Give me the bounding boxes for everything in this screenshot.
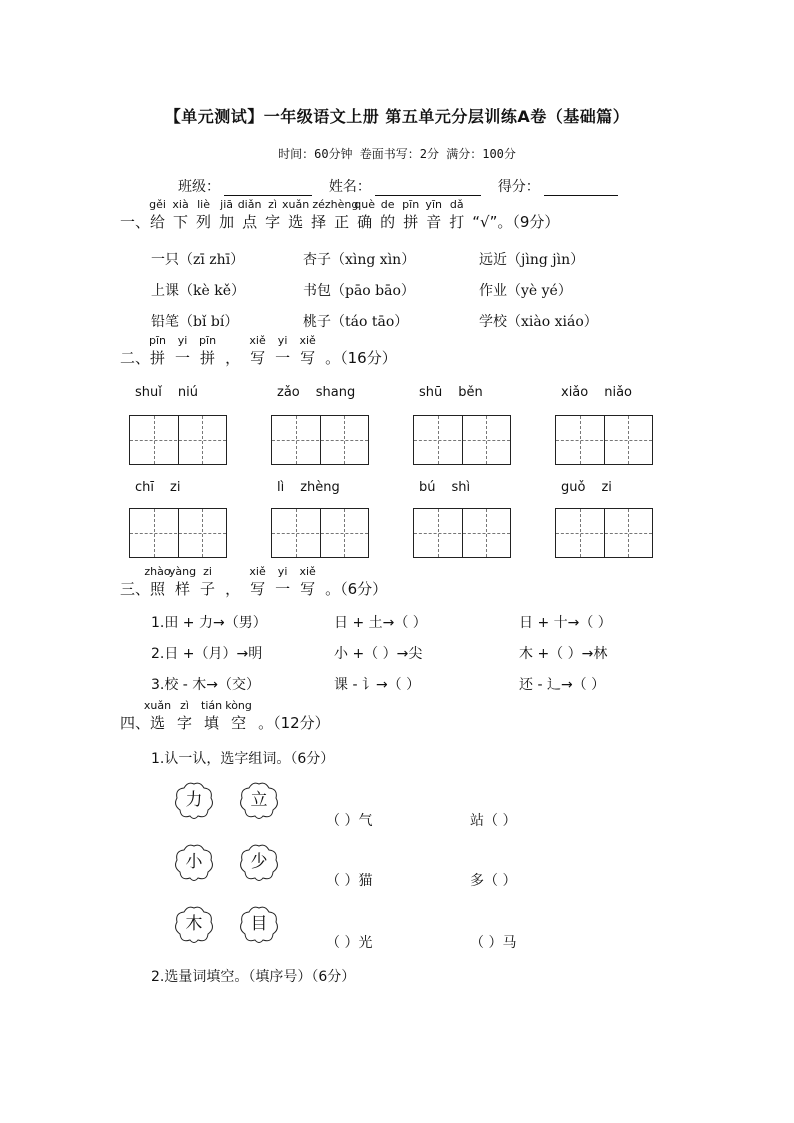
- ruby-char: [225, 578, 240, 599]
- ruby-char: [196, 198, 212, 232]
- pinyin-annotation: tián: [201, 699, 223, 712]
- pinyin-annotation: xiě: [249, 565, 266, 578]
- hanzi: 填: [204, 714, 220, 732]
- ruby-char: [299, 334, 316, 368]
- hanzi: 加: [219, 213, 235, 231]
- pinyin-annotation: xiě: [299, 565, 316, 578]
- section-3-heading: [120, 565, 388, 599]
- pinyin-syllable: niú: [177, 385, 198, 400]
- tianzige-grid[interactable]: [413, 508, 511, 558]
- class-field[interactable]: [224, 181, 312, 196]
- pinyin-annotation: zhèng: [324, 198, 359, 211]
- char-formula[interactable]: 日 + 十→（ ）: [519, 615, 612, 631]
- pinyin-syllable: zi: [601, 480, 612, 495]
- grid-line: [272, 533, 368, 534]
- choice-item[interactable]: 上课（kè kě）: [151, 283, 245, 299]
- hanzi: 选: [288, 213, 304, 231]
- pinyin-prompt: [419, 480, 509, 495]
- ruby-char: [219, 198, 235, 232]
- ruby-char: [175, 334, 191, 368]
- choice-item[interactable]: 作业（yè yé）: [479, 283, 572, 299]
- hanzi: 择: [311, 213, 327, 231]
- word-blank[interactable]: （ ）光: [326, 935, 373, 951]
- tianzige-grid[interactable]: [271, 508, 369, 558]
- section-tail: “√”。（9分）: [472, 213, 560, 231]
- ruby-char: [249, 334, 266, 368]
- pinyin-prompt: [561, 480, 651, 495]
- char-formula[interactable]: 小 +（ ）→尖: [334, 646, 423, 662]
- word-blank[interactable]: 站（ ）: [470, 813, 517, 829]
- ruby-char: [380, 198, 396, 232]
- hanzi: 字: [177, 714, 193, 732]
- pinyin-annotation: pīn: [199, 334, 217, 347]
- hanzi: 写: [300, 349, 316, 367]
- hanzi: 样: [175, 580, 191, 598]
- hanzi: 一: [275, 349, 291, 367]
- section-tail: 。（12分）: [258, 714, 330, 732]
- section-2-heading: [120, 334, 397, 368]
- choice-item[interactable]: 桃子（táo tāo）: [303, 314, 409, 330]
- pinyin-annotation: xiě: [249, 334, 266, 347]
- pinyin-annotation: diǎn: [237, 198, 262, 211]
- pinyin-annotation: gěi: [149, 198, 166, 211]
- ruby-char: [449, 198, 465, 232]
- section-number: 三、: [120, 580, 151, 598]
- char-formula[interactable]: 木 +（ ）→林: [519, 646, 608, 662]
- score-field[interactable]: [544, 181, 618, 196]
- section-4-heading: [120, 699, 330, 733]
- flower-char: 力: [185, 790, 203, 810]
- hanzi: 点: [242, 213, 258, 231]
- ruby-char: [265, 198, 281, 232]
- pinyin-annotation: yi: [177, 334, 188, 347]
- char-formula[interactable]: 日 + 土→（ ）: [334, 615, 427, 631]
- pinyin-annotation: zé: [312, 198, 325, 211]
- ruby-char: [225, 347, 240, 368]
- pinyin-syllable: guǒ: [561, 480, 586, 495]
- ruby-char: [275, 334, 291, 368]
- flower-char-card: [237, 842, 281, 882]
- char-formula: 2.日 +（月）→明: [151, 646, 263, 662]
- grid-line: [130, 440, 226, 441]
- pinyin-annotation: yi: [277, 565, 288, 578]
- flower-char: 小: [185, 852, 203, 872]
- section-4-sub2: 2.选量词填空。（填序号）（6分）: [151, 969, 356, 985]
- pinyin-prompt: [561, 385, 651, 400]
- word-blank[interactable]: （ ）猫: [326, 873, 373, 889]
- flower-char: 立: [250, 790, 268, 810]
- ruby-char: [144, 565, 171, 599]
- pinyin-syllable: xiǎo: [561, 385, 589, 400]
- ruby-char: [199, 334, 217, 368]
- section-4-sub1: 1.认一认，选字组词。（6分）: [151, 751, 335, 767]
- choice-item[interactable]: 学校（xiào xiáo）: [479, 314, 598, 330]
- hanzi: 的: [380, 213, 396, 231]
- grid-line: [130, 533, 226, 534]
- ruby-char: [200, 565, 216, 599]
- grid-line: [272, 440, 368, 441]
- tianzige-grid[interactable]: [555, 508, 653, 558]
- pinyin-annotation: pīn: [402, 198, 420, 211]
- ruby-char: [249, 565, 266, 599]
- pinyin-syllable: bú: [419, 480, 436, 495]
- pinyin-annotation: zì: [268, 198, 278, 211]
- pinyin-syllable: niǎo: [604, 385, 633, 400]
- char-formula: 3.校 - 木→（交）: [151, 677, 261, 693]
- tianzige-grid[interactable]: [271, 415, 369, 465]
- pinyin-annotation: yàng: [168, 565, 197, 578]
- grid-line: [556, 440, 652, 441]
- section-number: 二、: [120, 349, 151, 367]
- char-formula: 1.田 + 力→（男）: [151, 615, 267, 631]
- pinyin-syllable: zi: [170, 480, 181, 495]
- pinyin-annotation: què: [354, 198, 376, 211]
- word-blank[interactable]: （ ）气: [326, 813, 373, 829]
- score-label: 得分：: [497, 179, 540, 195]
- pinyin-annotation: xuǎn: [282, 198, 310, 211]
- ruby-char: [299, 565, 316, 599]
- hanzi: 列: [196, 213, 212, 231]
- hanzi: 给: [150, 213, 166, 231]
- ruby-char: [149, 198, 166, 232]
- ruby-char: [237, 198, 262, 232]
- hanzi: 下: [173, 213, 189, 231]
- hanzi: 音: [426, 213, 442, 231]
- ruby-char: [177, 699, 193, 733]
- pinyin-annotation: dǎ: [449, 198, 464, 211]
- section-tail: 。（6分）: [325, 580, 388, 598]
- pinyin-annotation: yīn: [425, 198, 442, 211]
- hanzi: 写: [250, 349, 266, 367]
- choice-item[interactable]: 杏子（xìng xìn）: [303, 252, 416, 268]
- grid-line: [414, 440, 510, 441]
- pinyin-prompt: [277, 385, 367, 400]
- hanzi: 字: [265, 213, 281, 231]
- flower-char-card: [237, 904, 281, 944]
- page-title: 【单元测试】一年级语文上册 第五单元分层训练A卷（基础篇）: [164, 107, 630, 126]
- grid-line: [414, 533, 510, 534]
- pinyin-prompt: [135, 480, 225, 495]
- section-number: 一、: [120, 213, 151, 231]
- student-info: [178, 176, 618, 196]
- flower-char: 目: [250, 914, 268, 934]
- pinyin-annotation: xuǎn: [143, 699, 172, 712]
- pinyin-annotation: zì: [180, 699, 189, 712]
- choice-item[interactable]: 铅笔（bǐ bí）: [151, 314, 239, 330]
- ruby-char: [143, 699, 172, 733]
- pinyin-syllable: běn: [458, 385, 483, 400]
- pinyin-annotation: de: [380, 198, 395, 211]
- hanzi: 写: [250, 580, 266, 598]
- ruby-char: [168, 565, 197, 599]
- ruby-char: [201, 699, 223, 733]
- hanzi: 正: [334, 213, 350, 231]
- choice-item[interactable]: 远近（jìng jìn）: [479, 252, 585, 268]
- flower-char-card: [172, 780, 216, 820]
- section-1-heading: [120, 198, 560, 232]
- ruby-char: [354, 198, 376, 232]
- pinyin-annotation: zhào: [144, 565, 171, 578]
- ruby-char: [275, 565, 291, 599]
- tianzige-grid[interactable]: [129, 415, 227, 465]
- ruby-char: [311, 198, 327, 232]
- ruby-char: [324, 198, 359, 232]
- pinyin-annotation: zi: [203, 565, 212, 578]
- hanzi: 选: [150, 714, 166, 732]
- pinyin-syllable: lì: [277, 480, 285, 495]
- section-number: 四、: [120, 714, 151, 732]
- tianzige-grid[interactable]: [129, 508, 227, 558]
- hanzi: 空: [231, 714, 247, 732]
- hanzi: 子: [200, 580, 216, 598]
- word-blank[interactable]: 多（ ）: [470, 873, 517, 889]
- pinyin-syllable: zǎo: [277, 385, 300, 400]
- ruby-char: [282, 198, 310, 232]
- pinyin-prompt: [277, 480, 367, 495]
- name-field[interactable]: [375, 181, 481, 196]
- ruby-char: [402, 198, 420, 232]
- hanzi: 一: [175, 349, 191, 367]
- pinyin-annotation: pīn: [149, 334, 167, 347]
- pinyin-annotation: xiě: [299, 334, 316, 347]
- flower-char-card: [172, 842, 216, 882]
- pinyin-syllable: shuǐ: [135, 385, 162, 400]
- hanzi: ，: [225, 349, 241, 367]
- name-label: 姓名：: [328, 179, 371, 195]
- pinyin-annotation: yi: [277, 334, 288, 347]
- pinyin-syllable: shū: [419, 385, 443, 400]
- pinyin-prompt: [419, 385, 509, 400]
- tianzige-grid[interactable]: [555, 415, 653, 465]
- pinyin-syllable: zhèng: [300, 480, 340, 495]
- tianzige-grid[interactable]: [413, 415, 511, 465]
- hanzi: 确: [357, 213, 373, 231]
- hanzi: ，: [225, 580, 241, 598]
- hanzi: 照: [150, 580, 166, 598]
- pinyin-annotation: xià: [172, 198, 189, 211]
- section-tail: 。（16分）: [325, 349, 397, 367]
- ruby-char: [425, 198, 442, 232]
- hanzi: 写: [300, 580, 316, 598]
- flower-char-card: [237, 780, 281, 820]
- choice-item[interactable]: 书包（pāo bāo）: [303, 283, 415, 299]
- pinyin-syllable: chī: [135, 480, 154, 495]
- exam-meta: 时间：60分钟 卷面书写：2分 满分：100分: [278, 147, 516, 161]
- word-blank[interactable]: （ ）马: [470, 935, 517, 951]
- pinyin-syllable: shang: [315, 385, 356, 400]
- ruby-char: [149, 334, 167, 368]
- hanzi: 一: [275, 580, 291, 598]
- hanzi: 拼: [403, 213, 419, 231]
- char-formula[interactable]: 课 - 讠→（ ）: [334, 677, 421, 693]
- hanzi: 拼: [200, 349, 216, 367]
- ruby-char: [225, 699, 252, 733]
- ruby-char: [172, 198, 189, 232]
- flower-char: 木: [185, 914, 203, 934]
- grid-line: [556, 533, 652, 534]
- pinyin-syllable: shì: [451, 480, 471, 495]
- pinyin-annotation: liè: [197, 198, 210, 211]
- hanzi: 打: [449, 213, 465, 231]
- char-formula[interactable]: 还 - 辶→（ ）: [519, 677, 606, 693]
- pinyin-annotation: jiā: [220, 198, 233, 211]
- class-label: 班级：: [178, 179, 220, 195]
- hanzi: 拼: [150, 349, 166, 367]
- choice-item[interactable]: 一只（zī zhī）: [151, 252, 245, 268]
- flower-char: 少: [250, 852, 268, 872]
- flower-char-card: [172, 904, 216, 944]
- pinyin-annotation: kòng: [225, 699, 252, 712]
- pinyin-prompt: [135, 385, 225, 400]
